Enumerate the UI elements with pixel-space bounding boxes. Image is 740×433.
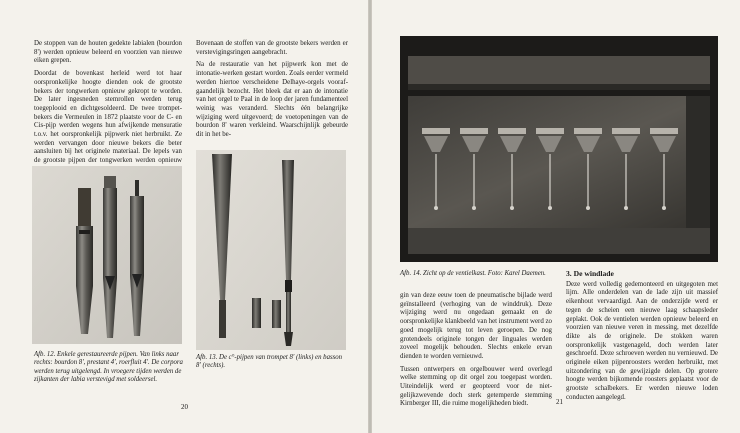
left-column-2 xyxy=(196,40,348,144)
right-page xyxy=(372,0,740,433)
right-column-2 xyxy=(566,270,718,407)
photo-restored-pipes xyxy=(32,166,182,344)
paragraph: Na de restauratie van het pijpwerk kon met de intonatie-werken gestart worden. Zoals eerder vermeld werden hiertoe verscheidene Delhaye-orgels vooraf-gaandelijk bezocht. Het bleek dat er aan de intonatie van het orgel te Paal in de loop der jaren fundamenteel weinig was veranderd. Slechts één belangrijke wijziging werd uitgevoerd; de voetopeningen van de bourdon 8' waren verkleind. Waarschijnlijk gebeurde dit in het be- xyxy=(196,61,348,139)
photo-trumpet-basson-pipes xyxy=(196,150,346,350)
page-number-right: 21 xyxy=(556,398,563,406)
page-number-left: 20 xyxy=(181,403,188,411)
left-page xyxy=(0,0,368,433)
left-column-1 xyxy=(34,40,182,179)
caption-afb-13: Afb. 13. De c°-pijpen van trompet 8' (links) en basson 8' (rechts). xyxy=(196,354,343,370)
right-column-1 xyxy=(400,292,552,413)
paragraph: Doordat de bovenkast herleid werd tot haar oorspronkelijke hoogte dienden ook de grootste bekers der tongwerken opnieuw gekropt te worden. De later ingesneden stemrollen werden terug toegeplooid en dichtgesoldeerd. De twee trompet-bekers die Vermeulen in 1872 plaatste voor de C- en Cis-pijp werden wegens hun afwijkende mensuratie t.o.v. het oorspronkelijk pijpwerk niet herbruikt. Ze werden vervangen door nieuwe bekers die beter aansluiten bij het originele materiaal. De lepels van de grootste pijpen der tongwerken werden opnieuw xyxy=(34,70,182,165)
paragraph: Tussen ontwerpers en orgelbouwer werd overlegd welke stemming op dit orgel zou toegepast worden. Uiteindelijk werd er geopteerd voor de niet-gelijkzwevende doch sterk getemperde stemming Kirnberger III, die ruime mogelijkheden biedt. xyxy=(400,365,552,408)
caption-afb-14: Afb. 14. Zicht op de ventielkast. Foto: Karel Daemen. xyxy=(400,270,546,277)
paragraph: gin van deze eeuw toen de pneumatische bijlade werd geïnstalleerd (verhoging van de winddruk). Deze wijziging werd nu ongedaan gemaakt en de oorspronkelijke klankbeeld van het instrument werd zo goed mogelijk terug tot leven geroepen. De nog grotendeels originele tongen der linguales werden zoveel mogelijk behouden. Slechts enkele ervan dienden te worden vernieuwd. xyxy=(400,292,552,360)
section-heading: 3. De windlade xyxy=(566,269,614,278)
paragraph: Deze werd volledig gedemonteerd en uitgegoten met lijm. Alle onderdelen van de lade zijn uit massief eikenhout vervaardigd. Aan de onderzijde werd er tegen de scheien een nieuwe laag schaapsleder geplakt. Ook de ventielen werden opnieuw beleerd en voorzien van nieuwe veren in messing, met dezelfde dikte als de originele. De stokken waren oorspronkelijk vastgenageld, doch werden later geschroefd. Deze schroeven werden nu vernieuwd. De originele eiken pijpenroosters werden herbruikt, met uitzondering van de gewijzigde delen. Op grotere hoogte werden bijkomende roosters geplaatst voor de grootste schalbekers. Er werden nieuwe loden conducten aangelegd. xyxy=(566,280,718,401)
paragraph: Bovenaan de stoffen van de grootste bekers werden er verstevigingsringen aangebracht. xyxy=(196,40,348,56)
caption-afb-12: Afb. 12. Enkele gerestaureerde pijpen. Van links naar rechts: bourdon 8', prestant 4', roerfluit 4'. De corpora werden terug uitgelengd. In vroegere tijden werden de zijkanten der labia verstevigd met soldeersel. xyxy=(34,351,183,384)
photo-windchest xyxy=(400,36,718,262)
paragraph: De stoppen van de houten gedekte labialen (bourdon 8') werden opnieuw beleerd en voorzien van nieuwe eiken grepen. xyxy=(34,40,182,65)
